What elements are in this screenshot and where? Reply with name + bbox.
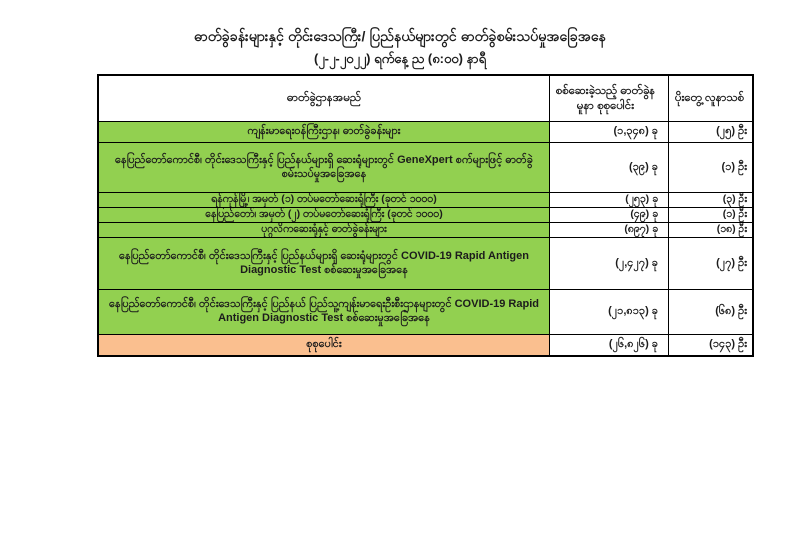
positives-cell: (၂၅) ဦး [669,122,752,143]
table-total-row [99,335,752,355]
table-row [99,223,752,238]
header-lab-name: ဓာတ်ခွဲဌာနအမည် [99,76,550,122]
header-samples-total: စစ်ဆေးခဲ့သည့် ဓာတ်ခွဲနမူနာ စုစုပေါင်း [550,76,669,122]
positives-cell: (၁) ဦး [669,143,752,193]
total-label-cell: စုစုပေါင်း [99,335,550,355]
samples-cell: (၈၉၇) ခု [550,223,669,238]
samples-cell: (၂၁,၈၁၃) ခု [550,290,669,335]
samples-cell: (၃၉) ခု [550,143,669,193]
samples-cell: (၁,၃၄၈) ခု [550,122,669,143]
positives-cell: (၁၈) ဦး [669,223,752,238]
positives-cell: (၁) ဦး [669,208,752,223]
table-row [99,290,752,335]
lab-name-cell: ပုဂ္ဂလိကဆေးရုံနှင့် ဓာတ်ခွဲခန်းများ [99,223,550,238]
samples-cell: (၂,၄၂၇) ခု [550,238,669,290]
table-header-row [99,76,752,122]
positives-cell: (၂၇) ဦး [669,238,752,290]
testing-status-table [97,74,754,357]
lab-name-cell: ရန်ကုန်မြို့၊ အမှတ် (၁) တပ်မတော်ဆေးရုံကြီး (ခုတင် ၁၀၀၀) [99,193,550,208]
table-row [99,238,752,290]
header-new-positives: ပိုးတွေ့ လူနာသစ် [669,76,752,122]
lab-name-cell: ကျန်းမာရေးဝန်ကြီးဌာန၊ ဓာတ်ခွဲခန်းများ [99,122,550,143]
table-row [99,143,752,193]
total-samples-cell: (၂၆,၈၂၆) ခု [550,335,669,355]
report-date: (၂-၂-၂၀၂၂) ရက်နေ့ ည (၈:၀၀) နာရီ [313,51,487,66]
table-row [99,122,752,143]
table-row [99,208,752,223]
positives-cell: (၆၈) ဦး [669,290,752,335]
lab-name-cell: နေပြည်တော်၊ အမှတ် (၂) တပ်မတော်ဆေးရုံကြီး (ခုတင် ၁၀၀၀) [99,208,550,223]
lab-name-cell: နေပြည်တော်ကောင်စီ၊ တိုင်းဒေသကြီးနှင့် ပြည်နယ် ပြည်သူ့ကျန်းမာရေးဦးစီးဌာနများတွင် COVID-19 Rapid Antigen Diagnostic Test စစ်ဆေးမှုအခြေအနေ [99,290,550,335]
report-title: ဓာတ်ခွဲခန်းများနှင့် တိုင်းဒေသကြီး/ ပြည်နယ်များတွင် ဓာတ်ခွဲစမ်းသပ်မှုအခြေအနေ [194,28,606,44]
samples-cell: (၂၅၃) ခု [550,193,669,208]
total-positives-cell: (၁၄၃) ဦး [669,335,752,355]
samples-cell: (၄၉) ခု [550,208,669,223]
positives-cell: (၃) ဦး [669,193,752,208]
lab-name-cell: နေပြည်တော်ကောင်စီ၊ တိုင်းဒေသကြီးနှင့် ပြည်နယ်များရှိ ဆေးရုံများတွင် COVID-19 Rapid Antigen Diagnostic Test စစ်ဆေးမှုအခြေအနေ [99,238,550,290]
table-row [99,193,752,208]
lab-name-cell: နေပြည်တော်ကောင်စီ၊ တိုင်းဒေသကြီးနှင့် ပြည်နယ်များရှိ ဆေးရုံများတွင် GeneXpert စက်များဖြင့် ဓာတ်ခွဲစမ်းသပ်မှုအခြေအနေ [99,143,550,193]
